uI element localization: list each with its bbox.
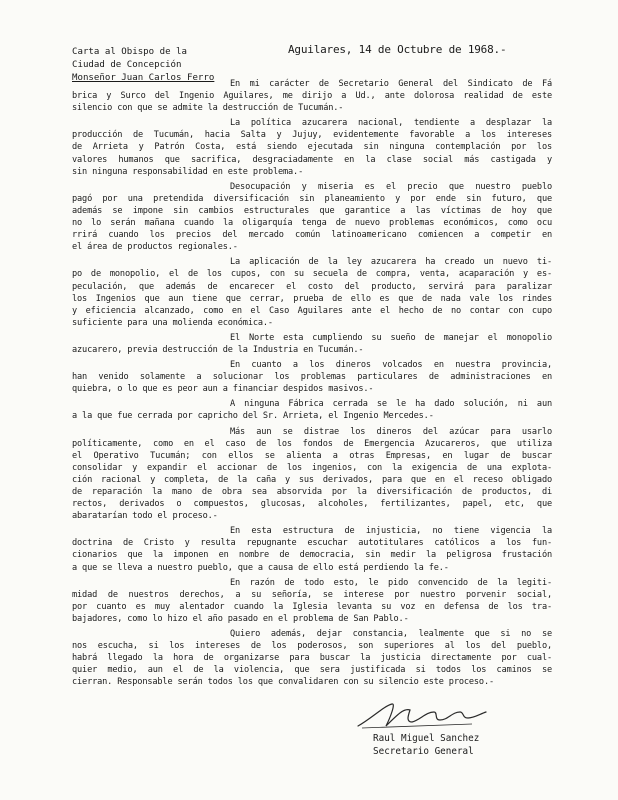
text-line: de Arrieta y Patrón Costa, está siendo ejecutada sin ninguna contemplación por los (72, 142, 552, 153)
text-line: La política azucarera nacional, tendiente a desplazar la (230, 118, 552, 129)
text-line: A ninguna Fábrica cerrada se le ha dado solución, ni aun (230, 399, 552, 410)
text-line: el Operativo Tucumán; con ellos se alienta a otras Empresas, en lugar de buscar (72, 450, 552, 461)
text-line: nos escucha, si los intereses de los poderosos, son superiores al los del pueblo, (72, 641, 552, 652)
paragraph (72, 332, 552, 356)
paragraph (72, 525, 552, 573)
text-line: peculación, que además de encarecer el costo del producto, servirá para paralizar (72, 281, 552, 292)
paragraph (72, 256, 552, 329)
signer-title: Secretario General (373, 745, 474, 757)
text-line: producción de Tucumán, hacia Salta y Jujuy, evidentemente favorable a los intereses (72, 130, 552, 141)
text-line: ción racional y completa, de la caña y sus derivados, para que en el receso obligado (72, 474, 552, 485)
text-line: quier medio, aun el de la violencia, que sera justificada si todos los caminos se (72, 665, 552, 676)
text-line: y eficiencia alcanzado, como en el Caso Aguilares ante el hecho de no contar con cupo (72, 305, 552, 316)
text-line: Desocupación y miseria es el precio que nuestro pueblo (230, 181, 552, 192)
text-line: midad de nuestros derechos, a su señoría, se interese por nuestro porvenir social, (72, 589, 552, 600)
paragraph (72, 117, 552, 177)
text-line: En cuanto a los dineros volcados en nuestra provincia, (230, 360, 552, 371)
text-line: han venido solamente a solucionar los problemas particulares de administraciones en (72, 372, 552, 383)
paragraph (72, 577, 552, 625)
text-line: de reparación la mano de obra sea absorvida por la diversificación de productos, di (72, 487, 552, 497)
text-line: no lo serán mañana cuando la oligarquía tenga de nuevo problemas económicos, como ocu (72, 218, 552, 229)
paragraph (72, 78, 552, 114)
text-line: En razón de todo esto, le pido convencido de la legiti- (230, 577, 552, 588)
signer-name: Raul Miguel Sanchez (373, 733, 480, 744)
text-line: políticamente, como en el caso de los fondos de Emergencia Azucareros, que utiliza (72, 438, 552, 449)
text-line: po de monopolio, el de los cupos, con su secuela de compra, venta, acaparación y es- (72, 269, 552, 280)
text-line: azucarero, previa destrucción de la Industria en Tucumán.- (72, 344, 364, 355)
text-line: a la que fue cerrada por capricho del Sr. Arrieta, el Ingenio Mercedes.- (72, 411, 434, 422)
signature-block (373, 733, 479, 758)
text-line: consolidar y expandir el accionar de los ingenios, con la exigencia de una explota- (72, 462, 552, 473)
text-line: Más aun se distrae los dineros del azúcar para usarlo (230, 426, 552, 437)
text-line: bajadores, como lo hizo el año pasado en el problema de San Pablo.- (72, 613, 409, 624)
text-line: pagó por una pretendida diversificación sin planeamiento y por ende sin futuro, que (72, 193, 552, 204)
text-line: los Ingenios que aun tiene que cerrar, prueba de ello es que de nada vale los rindes (72, 293, 552, 304)
text-line: habrá llegado la hora de organizarse para buscar la justicia directamente por cual- (72, 653, 552, 664)
text-line: cierran. Responsable serán todos los que convalidaren con su silencio este proceso.- (72, 677, 495, 688)
text-line: Quiero además, dejar constancia, lealmente que si no se (230, 629, 552, 640)
paragraph (72, 398, 552, 422)
letter-date: Aguilares, 14 de Octubre de 1968.- (288, 43, 507, 56)
text-line: sin ninguna responsabilidad en este problema.- (72, 166, 304, 177)
text-line: quiebra, o lo que es peor aun a financiar despidos masivos.- (72, 384, 374, 395)
text-line: rrirá cuando los precios del mercado común latinoamericano comiencen a competir en (72, 230, 552, 241)
addressee-line-1: Carta al Obispo de la (72, 47, 187, 57)
text-line: abaratarían todo el proceso.- (72, 511, 218, 522)
text-line: En esta estructura de injusticia, no tiene vigencia la (230, 526, 552, 537)
text-line: valores humanos que sacrifica, desgraciadamente en la clase social más castigada y (72, 154, 552, 165)
text-line: doctrina de Cristo y resulta repugnante escuchar autotitulares católicos a los fun- (72, 538, 552, 549)
text-line: por cuanto es muy alentador cuando la Iglesia levanta su voz en defensa de los tra- (72, 601, 552, 612)
handwritten-signature (352, 700, 492, 732)
text-line: además se impone sin cambios estructurales que garantice a las víctimas de hoy que (72, 205, 552, 216)
addressee-line-2: Ciudad de Concepción (72, 60, 182, 70)
text-line: brica y Surco del Ingenio Aguilares, me dirijo a Ud., ante dolorosa realidad de este (72, 91, 552, 102)
text-line: El Norte esta cumpliendo su sueño de manejar el monopolio (230, 332, 552, 343)
paragraph (72, 426, 552, 523)
addressee-recipient: Monseñor Juan Carlos Ferro (72, 73, 215, 83)
text-line: cionarios que la imponen en nombre de democracia, sin medir la peligrosa frustación (72, 550, 552, 561)
text-line: En mi carácter de Secretario General del Sindicato de Fá (230, 79, 552, 89)
paragraph (72, 181, 552, 254)
text-line: silencio con que se admite la destrucción de Tucumán.- (72, 103, 344, 114)
text-line: suficiente para una molienda económica.- (72, 317, 273, 328)
paragraph (72, 628, 552, 688)
text-line: rectos, derivados o compuestos, glucosas, alcoholes, fertilizantes, papel, etc, que (72, 499, 552, 510)
text-line: a que se lleva a nuestro pueblo, que a causa de ello está perdiendo la fe.- (72, 562, 449, 573)
text-line: el área de productos regionales.- (72, 242, 238, 253)
letter-body (72, 78, 552, 692)
text-line: La aplicación de la ley azucarera ha creado un nuevo ti- (230, 257, 552, 268)
paragraph (72, 359, 552, 395)
